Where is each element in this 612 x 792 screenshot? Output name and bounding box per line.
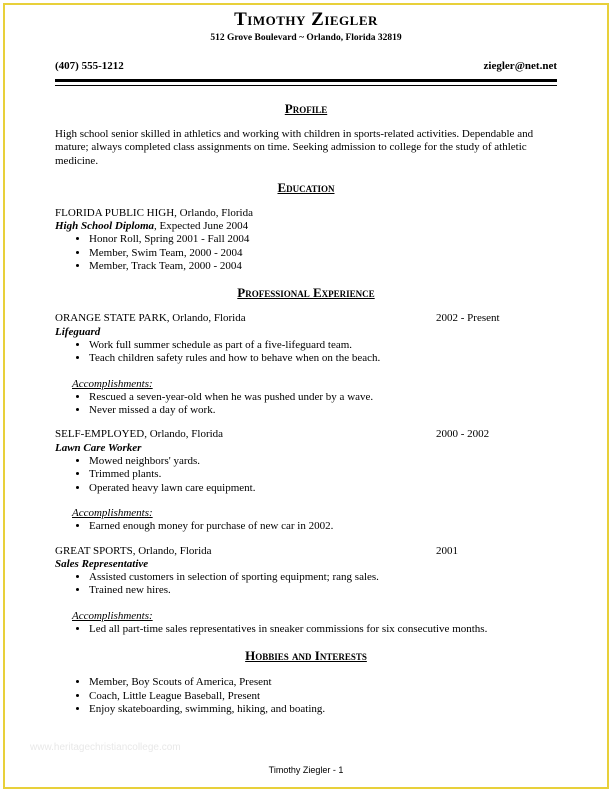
- watermark: www.heritagechristiancollege.com: [30, 742, 181, 753]
- job-dates: 2000 - 2002: [436, 428, 490, 441]
- duties-list: [55, 571, 557, 598]
- list-item: • Member, Boy Scouts of America, Present: [89, 676, 557, 689]
- job-header: [55, 312, 557, 325]
- accomplishments-label: Accomplishments:: [72, 506, 153, 519]
- accomplishments-list: [55, 520, 557, 533]
- diploma-detail: , Expected June 2004: [154, 220, 249, 233]
- accomplishments-list: [55, 623, 557, 636]
- employer-name: SELF-EMPLOYED, Orlando, Florida: [55, 428, 224, 441]
- contact-line: [55, 60, 557, 73]
- education-list: [55, 233, 557, 273]
- employer-name: ORANGE STATE PARK, Orlando, Florida: [55, 312, 246, 325]
- job-title: Lawn Care Worker: [55, 441, 142, 454]
- list-item: • Mowed neighbors' yards.: [89, 455, 557, 468]
- profile-text: High school senior skilled in athletics and working with children in sports-related activities. Dependable and mature; always completed class assignments on time. Seeking admission to college for the study of athletic medicine.: [55, 128, 534, 167]
- accomplishments-label: Accomplishments:: [72, 377, 153, 390]
- hobbies-heading: Hobbies and Interests: [245, 648, 367, 664]
- school-name: FLORIDA PUBLIC HIGH, Orlando, Florida: [55, 206, 253, 219]
- employer-name: GREAT SPORTS, Orlando, Florida: [55, 544, 212, 557]
- hobbies-list: [55, 676, 557, 716]
- list-item: • Operated heavy lawn care equipment.: [89, 482, 557, 495]
- list-item: • Honor Roll, Spring 2001 - Fall 2004: [89, 233, 557, 246]
- header-rule-thin: [55, 85, 557, 86]
- applicant-address: 512 Grove Boulevard ~ Orlando, Florida 32819: [210, 33, 402, 43]
- profile-heading: Profile: [284, 101, 328, 116]
- diploma-line: [55, 220, 557, 233]
- list-item: • Teach children safety rules and how to behave when on the beach.: [89, 352, 557, 365]
- education-section: [55, 180, 557, 273]
- header-rule-thick: [55, 79, 557, 82]
- experience-section: [55, 285, 557, 636]
- job-title: Sales Representative: [55, 557, 149, 570]
- accomplishments-list: [55, 391, 557, 418]
- job-header: [55, 545, 557, 558]
- list-item: • Trimmed plants.: [89, 468, 557, 481]
- education-heading: Education: [277, 179, 335, 195]
- list-item: • Member, Swim Team, 2000 - 2004: [89, 247, 557, 260]
- list-item: • Never missed a day of work.: [89, 404, 557, 417]
- accomplishments-label: Accomplishments:: [72, 609, 153, 622]
- duties-list: [55, 339, 557, 366]
- page-footer: Timothy Ziegler - 1: [268, 765, 344, 775]
- job-dates: 2001: [436, 544, 458, 557]
- applicant-name: Timothy Ziegler: [234, 9, 378, 30]
- job-title: Lifeguard: [55, 325, 101, 338]
- job-dates: 2002 - Present: [436, 312, 500, 325]
- job-entry: [55, 312, 557, 417]
- job-header: [55, 428, 557, 441]
- list-item: • Assisted customers in selection of sporting equipment; rang sales.: [89, 571, 557, 584]
- list-item: • Rescued a seven-year-old when he was pushed under by a wave.: [89, 391, 557, 404]
- hobbies-section: [55, 648, 557, 716]
- duties-list: [55, 455, 557, 495]
- job-entry: [55, 545, 557, 637]
- job-entry: [55, 428, 557, 533]
- list-item: • Earned enough money for purchase of new car in 2002.: [89, 520, 557, 533]
- list-item: • Coach, Little League Baseball, Present: [89, 690, 557, 703]
- list-item: • Trained new hires.: [89, 584, 557, 597]
- list-item: • Member, Track Team, 2000 - 2004: [89, 260, 557, 273]
- phone-number: (407) 555-1212: [55, 60, 124, 72]
- education-entry: [55, 207, 557, 273]
- diploma-title: High School Diploma: [55, 220, 155, 233]
- list-item: • Led all part-time sales representatives in sneaker commissions for six consecutive months.: [89, 623, 557, 636]
- list-item: • Work full summer schedule as part of a five-lifeguard team.: [89, 339, 557, 352]
- email-address: ziegler@net.net: [483, 60, 557, 72]
- list-item: • Enjoy skateboarding, swimming, hiking, and boating.: [89, 703, 557, 716]
- experience-heading: Professional Experience: [237, 285, 375, 301]
- resume-body: [55, 101, 557, 716]
